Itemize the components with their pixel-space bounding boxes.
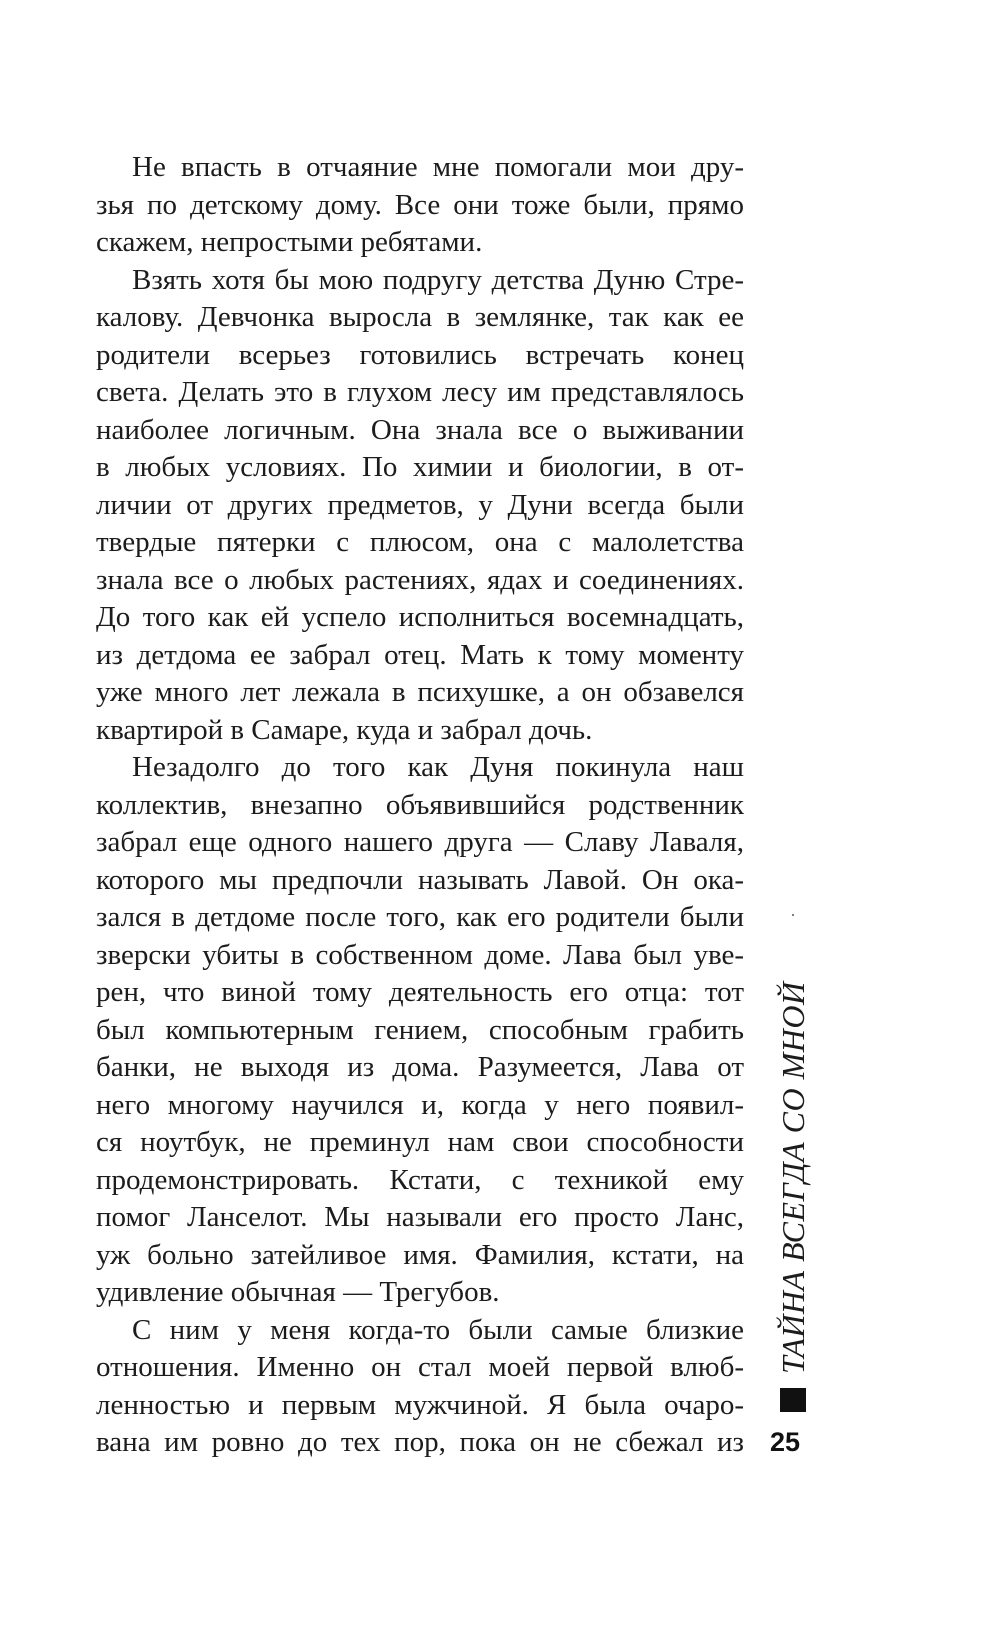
running-head-title: ТАЙНА ВСЕГДА СО МНОЙ xyxy=(774,981,811,1374)
page-number: 25 xyxy=(770,1427,801,1457)
text-line: уже много лет лежала в психушке, а он обзавелся xyxy=(96,676,744,708)
text-line: забрал еще одного нашего друга — Славу Лаваля, xyxy=(96,826,744,858)
text-line: него многому научился и, когда у него появил- xyxy=(96,1088,744,1121)
text-line: зья по детскому дому. Все они тоже были, прямо xyxy=(96,188,744,221)
text-line: которого мы предпочли называть Лавой. Он ока- xyxy=(96,863,744,896)
text-line: продемонстрировать. Кстати, с техникой ему xyxy=(96,1163,744,1196)
text-line: знала все о любых растениях, ядах и соединениях. xyxy=(96,563,744,596)
text-line: уж больно затейливое имя. Фамилия, кстати, на xyxy=(96,1238,744,1271)
text-line: личии от других предметов, у Дуни всегда были xyxy=(96,488,744,521)
text-line: ся ноутбук, не преминул нам свои способности xyxy=(96,1126,744,1158)
text-line: банки, не выходя из дома. Разумеется, Лава от xyxy=(96,1051,744,1083)
text-line: из детдома ее забрал отец. Мать к тому моменту xyxy=(96,638,744,671)
text-line: Не впасть в отчаяние мне помогали мои дру- xyxy=(132,151,744,183)
text-line: Взять хотя бы мою подругу детства Дуню Стре- xyxy=(132,263,744,296)
running-head xyxy=(770,981,816,1412)
square-bullet-icon xyxy=(780,1388,806,1412)
text-line: калову. Девчонка выросла в землянке, так как ее xyxy=(96,301,744,333)
print-speck xyxy=(792,914,794,916)
text-line: ленностью и первым мужчиной. Я была очаро- xyxy=(96,1388,744,1421)
text-line: рен, что виной тому деятельность его отца: тот xyxy=(96,976,744,1008)
text-line: коллектив, внезапно объявившийся родственник xyxy=(96,788,744,821)
text-line: До того как ей успело исполниться восемнадцать, xyxy=(96,601,744,633)
text-line: квартирой в Самаре, куда и забрал дочь. xyxy=(96,713,593,746)
text-line: родители всерьез готовились встречать конец xyxy=(96,338,744,371)
text-line: удивление обычная — Трегубов. xyxy=(96,1276,500,1308)
text-line: зверски убиты в собственном доме. Лава был уве- xyxy=(96,938,744,971)
text-line: Незадолго до того как Дуня покинула наш xyxy=(132,751,744,783)
text-line: в любых условиях. По химии и биологии, в от- xyxy=(96,451,744,483)
text-line: твердые пятерки с плюсом, она с малолетства xyxy=(96,526,744,558)
text-line: отношения. Именно он стал моей первой влюб- xyxy=(96,1351,744,1383)
text-line: С ним у меня когда-то были самые близкие xyxy=(132,1313,744,1346)
text-line: зался в детдоме после того, как его родители были xyxy=(96,901,744,933)
text-line: был компьютерным гением, способным грабить xyxy=(96,1013,744,1046)
text-line: вана им ровно до тех пор, пока он не сбежал из xyxy=(96,1426,744,1458)
text-line: наиболее логичным. Она знала все о выживании xyxy=(96,413,744,446)
body-text xyxy=(96,149,744,1462)
text-line: помог Ланселот. Мы называли его просто Ланс, xyxy=(96,1201,744,1233)
text-line: света. Делать это в глухом лесу им представлялось xyxy=(96,376,744,408)
text-line: скажем, непростыми ребятами. xyxy=(96,226,483,258)
